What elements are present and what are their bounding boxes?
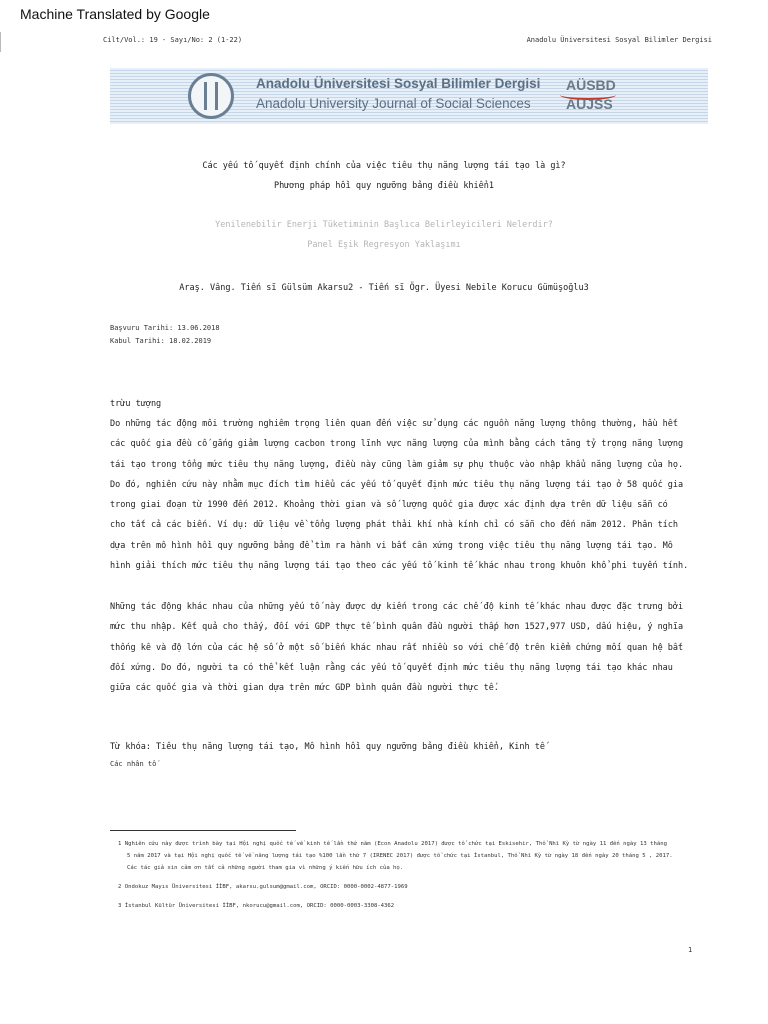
paper-title-line2: Phương pháp hồi quy ngưỡng bảng điều khiển1 <box>273 181 495 191</box>
running-head-journal: Anadolu Üniversitesi Sosyal Bilimler Dergisi <box>526 36 712 44</box>
side-margin-mark <box>0 32 1 52</box>
footnote-1-line2: 5 năm 2017 và tại Hội nghị quốc tế về năng lượng tái tạo %100 lần thứ 7 (IRENEC 2017) được tổ chức tại İstanbul, Thổ Nhĩ Kỳ từ ngày 18 đến ngày 20 tháng 5 , 2017. <box>127 853 673 859</box>
keywords: Từ khóa: Tiêu thụ năng lượng tái tạo, Mô hình hồi quy ngưỡng bảng điều khiển, Kinh tế <box>110 742 545 752</box>
abstract-heading: trừu tượng <box>110 399 162 409</box>
footnotes <box>118 838 703 919</box>
abstract-line: thống kê và độ lớn của các hệ số ở một số biến khác nhau rất nhiều so với chế độ trên kiểm chứng mối quan hệ bất <box>110 642 684 653</box>
paper-title-original-line1: Yenilenebilir Enerji Tüketiminin Başlıca Belirleyicileri Nelerdir? <box>215 220 553 230</box>
running-head-volume: Cilt/Vol.: 19 - Sayı/No: 2 (1-22) <box>103 36 243 44</box>
abstract-line: đối xứng. Do đó, người ta có thể kết luận rằng các yếu tố quyết định mức tiêu thụ năng lượng tái tạo khác nhau <box>110 662 673 673</box>
accepted-date: Kabul Tarihi: 18.02.2019 <box>110 337 212 345</box>
abstract-line: giữa các quốc gia và thời gian dựa trên mức GDP bình quân đầu người thực tế. <box>110 683 499 694</box>
journal-abbreviation-turkish: AÜSBD <box>566 77 616 93</box>
abstract-line: Do những tác động môi trường nghiêm trọng liên quan đến việc sử dụng các nguồn năng lượng thông thường, hầu hết <box>110 419 679 429</box>
machine-translation-banner: Machine Translated by Google <box>20 6 210 22</box>
journal-banner-image <box>110 68 708 124</box>
paper-title-original <box>0 215 768 255</box>
abstract-line: Do đó, nghiên cứu này nhằm mục đích tìm hiểu các yếu tố quyết định mức tiêu thụ năng lượng tái tạo ở 58 quốc gia <box>110 479 684 490</box>
abstract-line: tái tạo trong tổng mức tiêu thụ năng lượng, điều này cũng làm giảm sự phụ thuộc vào nhập khẩu năng lượng của họ. <box>110 459 684 470</box>
abstract-paragraph-2 <box>110 597 710 698</box>
paper-title-original-line2: Panel Eşik Regresyon Yaklaşımı <box>307 240 461 250</box>
submission-dates <box>110 322 220 348</box>
footnote-1 <box>118 838 703 874</box>
author-list: Araş. Vâng. Tiến sĩ Gülsüm Akarsu2 - Tiến sĩ Ögr. Üyesi Nebile Korucu Gümüşoğlu3 <box>179 283 589 293</box>
abstract-line: các quốc gia đều cố gắng giảm lượng cacbon trong lĩnh vực năng lượng của mình bằng cách tăng tỷ trọng năng lượng <box>110 439 684 450</box>
journal-name-turkish: Anadolu Üniversitesi Sosyal Bilimler Dergisi <box>256 76 541 91</box>
footnote-divider <box>110 830 296 831</box>
paper-title <box>0 156 768 196</box>
footnote-1-line1: 1 Nghiên cứu này được trình bày tại Hội nghị quốc tế về kinh tế lần thứ năm (Econ Anadolu 2017) được tổ chức tại Eskisehir, Thổ Nhĩ Kỳ từ ngày 11 đến ngày 13 tháng <box>118 841 667 847</box>
keywords-continuation: Các nhân tố <box>110 760 157 768</box>
abstract-line: mức thu nhập. Kết quả cho thấy, đối với GDP thực tế bình quân đầu người thấp hơn 1527,977 USD, dấu hiệu, ý nghĩa <box>110 622 684 633</box>
abstract-line: cho tất cả các biến. Ví dụ: dữ liệu về tổng lượng phát thải khí nhà kính chỉ có sẵn cho đến năm 2012. Phân tích <box>110 520 679 531</box>
abstract-line: dựa trên mô hình hồi quy ngưỡng bảng để tìm ra hành vi bất cân xứng trong việc tiêu thụ năng lượng tái tạo. Mô <box>110 540 673 551</box>
footnote-1-line3: Các tác giả xin cảm ơn tất cả những người tham gia vì những ý kiến hữu ích của họ. <box>127 865 404 871</box>
journal-name-english: Anadolu University Journal of Social Sciences <box>256 96 531 111</box>
abstract-line: trong giai đoạn từ 1990 đến 2012. Khoảng thời gian và số lượng quốc gia được xác định dựa trên dữ liệu sẵn có <box>110 500 668 511</box>
page-number: 1 <box>688 946 693 954</box>
paper-title-line1: Các yếu tố quyết định chính của việc tiêu thụ năng lượng tái tạo là gì? <box>202 161 566 171</box>
submitted-date: Başvuru Tarihi: 13.06.2018 <box>110 324 220 332</box>
journal-abbreviation-english: AUJSS <box>566 96 613 112</box>
running-head <box>103 36 712 44</box>
footnote-2: 2 Ondokuz Mayıs Üniversitesi İİBF, akarsu.gulsum@gmail.com, ORCID: 0000-0002-4877-1969 <box>118 884 408 890</box>
journal-logo-icon <box>188 73 234 119</box>
abstract-line: Những tác động khác nhau của những yếu tố này được dự kiến trong các chế độ kinh tế khác nhau được đặc trưng bởi <box>110 602 684 612</box>
abstract-line: hình giải thích mức tiêu thụ năng lượng tái tạo theo các yếu tố kinh tế khác nhau trong khuôn khổ phi tuyến tính. <box>110 561 689 572</box>
footnote-3: 3 İstanbul Kültür Üniversitesi İİBF, nkorucu@gmail.com, ORCID: 0000-0003-3308-4362 <box>118 903 395 909</box>
abstract-paragraph-1 <box>110 414 710 576</box>
